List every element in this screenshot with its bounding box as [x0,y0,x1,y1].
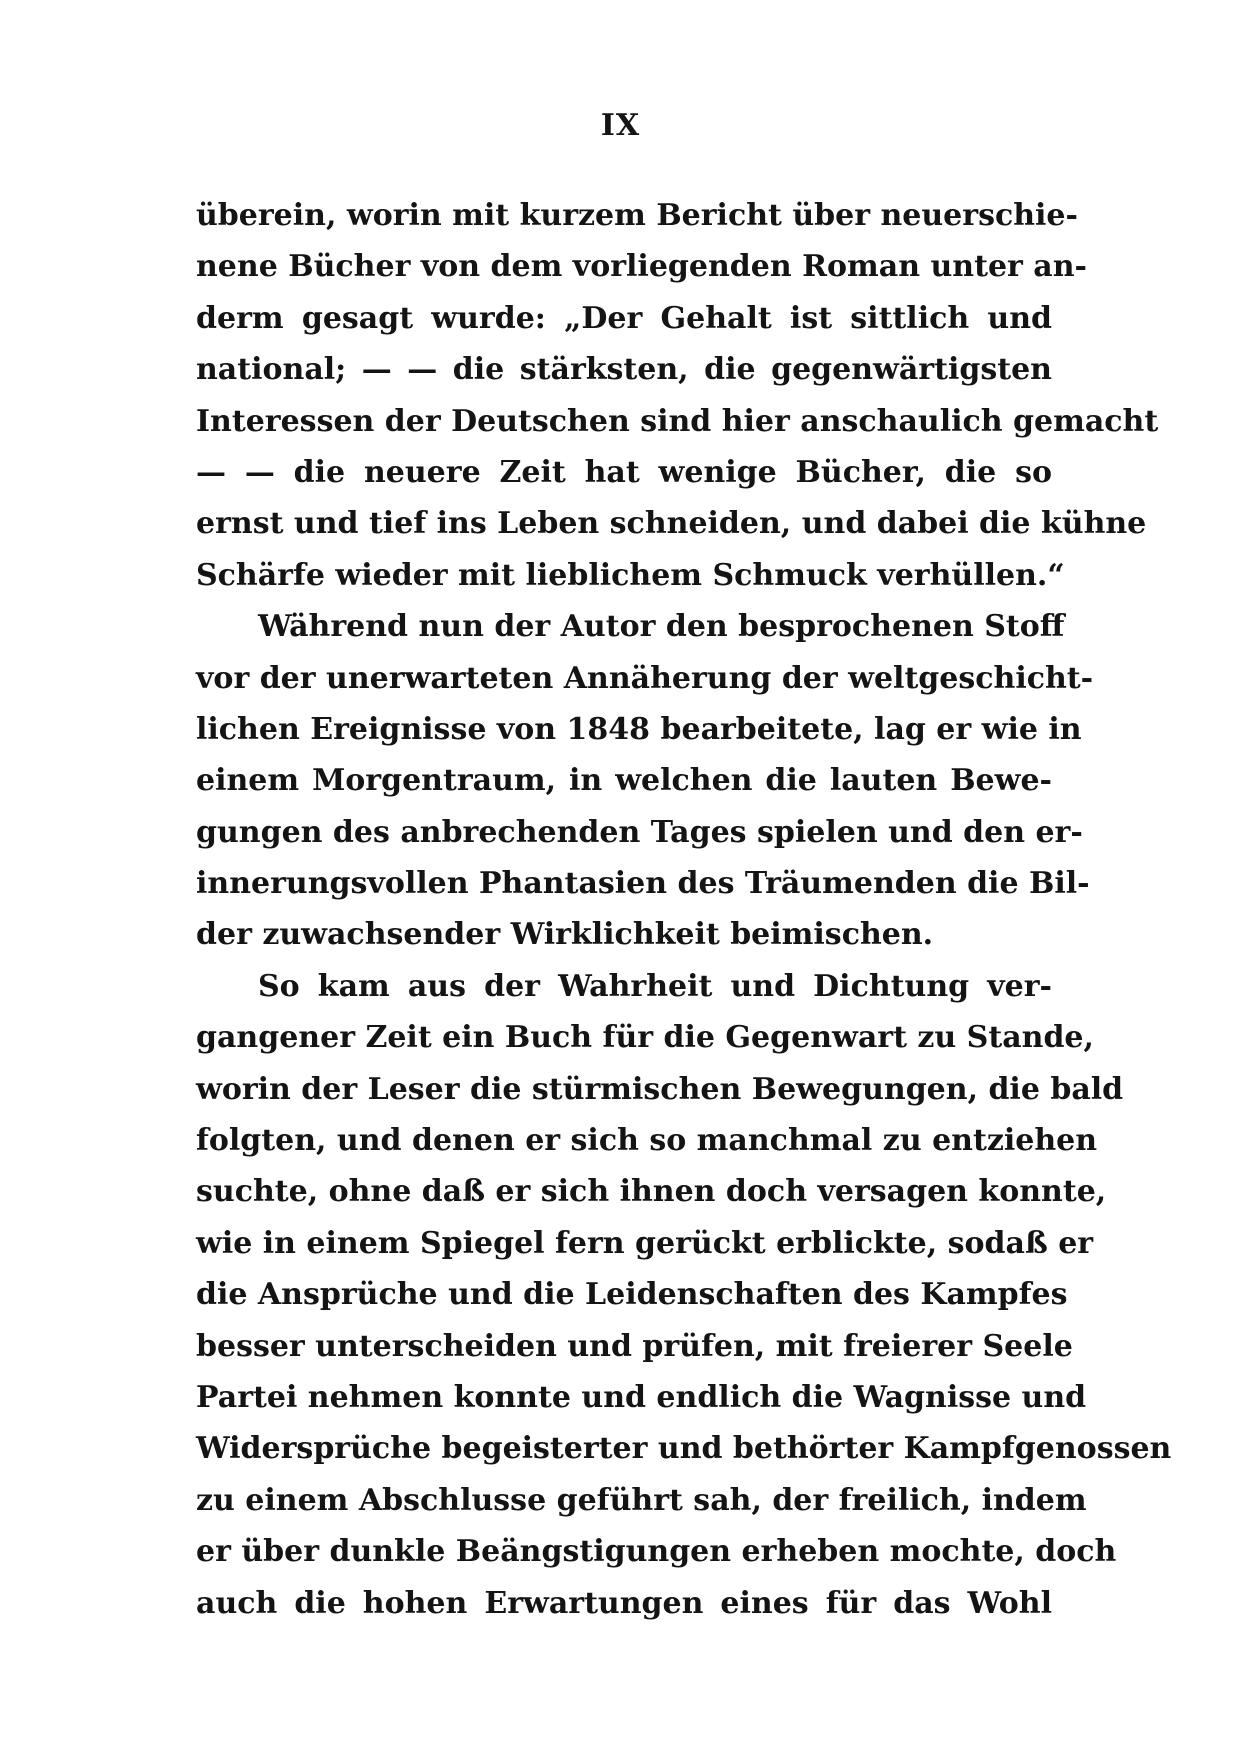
text-line: nene Bücher von dem vorliegenden Roman unter an- [196,249,1087,285]
text-line: besser unterscheiden und prüfen, mit freierer Seele [196,1328,1073,1364]
text-line: wie in einem Spiegel fern gerückt erblickte, sodaß er [196,1225,1094,1261]
page-number: IX [600,108,641,143]
text-line: zu einem Abschlusse geführt sah, der freilich, indem [196,1482,1087,1518]
text-line: überein, worin mit kurzem Bericht über neuerschie- [196,198,1078,233]
text-line: folgten, und denen er sich so manchmal zu entziehen [196,1123,1098,1159]
text-line: innerungsvollen Phantasien des Träumenden die Bil- [196,866,1090,902]
text-line: er über dunkle Beängstigungen erheben mochte, doch [196,1534,1117,1570]
text-line: derm gesagt wurde: „Der Gehalt ist sittlich und [196,300,1052,336]
text-line: ernst und tief ins Leben schneiden, und dabei die kühne [196,506,1147,542]
text-line: Interessen der Deutschen sind hier anschaulich gemacht [196,403,1159,439]
text-line: Widersprüche begeisterter und bethörter Kampfgenossen [196,1431,1172,1467]
text-line: lichen Ereignisse von 1848 bearbeitete, lag er wie in [196,711,1082,747]
text-line: Schärfe wieder mit lieblichem Schmuck verhüllen.“ [196,557,1065,593]
text-line: einem Morgentraum, in welchen die lauten Bewe- [196,763,1052,799]
text-line: die Ansprüche und die Leidenschaften des Kampfes [196,1277,1068,1313]
text-line: auch die hohen Erwartungen eines für das Wohl [196,1585,1052,1621]
text-line: vor der unerwarteten Annäherung der weltgeschicht- [196,660,1094,696]
text-line: gungen des anbrechenden Tages spielen und den er- [196,814,1083,850]
text-line: gangener Zeit ein Buch für die Gegenwart zu Stande, [196,1020,1094,1056]
text-line: So kam aus der Wahrheit und Dichtung ver- [258,968,1052,1004]
text-line: der zuwachsender Wirklichkeit beimischen. [196,917,934,953]
text-line: worin der Leser die stürmischen Bewegungen, die bald [196,1071,1124,1107]
text-line: suchte, ohne daß er sich ihnen doch versagen konnte, [196,1174,1107,1210]
text-line: Partei nehmen konnte und endlich die Wagnisse und [196,1379,1087,1415]
text-line: — — die neuere Zeit hat wenige Bücher, die so [196,454,1052,490]
body-text [196,190,1172,1629]
text-line: Während nun der Autor den besprochenen Stoff [258,609,1065,645]
text-line: national; — — die stärksten, die gegenwärtigsten [196,352,1052,388]
